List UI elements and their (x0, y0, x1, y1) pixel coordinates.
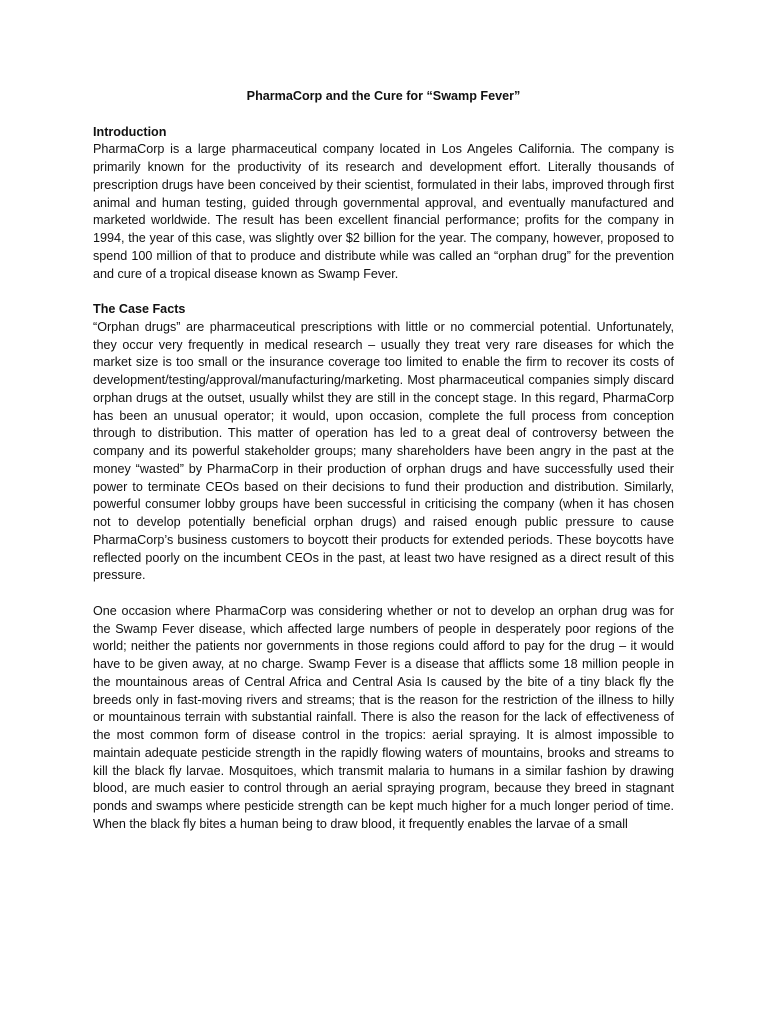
section-heading-case-facts: The Case Facts (93, 302, 186, 316)
paragraph-case-facts-2: One occasion where PharmaCorp was considering whether or not to develop an orphan drug was for the Swamp Fever disease, which affected large numbers of people in desperately poor regions of the world; neither the patients nor governments in those regions could afford to pay for the drug – it would have to be given away, at no charge. Swamp Fever is a disease that afflicts some 18 million people in the mountainous areas of Central Africa and Central Asia Is caused by the bite of a tiny black fly the breeds only in fast-moving rivers and streams; that is the reason for the restriction of the illness to hilly or mountainous terrain with substantial rainfall. There is also the reason for the lack of effectiveness of the most common form of disease control in the tropics: aerial spraying. It is almost impossible to maintain adequate pesticide strength in the rapidly flowing waters of mountains, brooks and streams to kill the black fly larvae. Mosquitoes, which transmit malaria to humans in a similar fashion by drawing blood, are much easier to control through an aerial spraying program, because they breed in stagnant ponds and swamps where pesticide strength can be kept much higher for a much longer period of time. When the black fly bites a human being to draw blood, it frequently enables the larvae of a small (93, 603, 674, 831)
paragraph-spacer (93, 585, 674, 603)
paragraph-spacer (93, 283, 674, 301)
document-page (93, 88, 674, 834)
document-title: PharmaCorp and the Cure for “Swamp Fever” (246, 89, 521, 103)
section-heading-introduction: Introduction (93, 124, 167, 139)
paragraph-introduction: PharmaCorp is a large pharmaceutical company located in Los Angeles California. The company is primarily known for the productivity of its research and development effort. Literally thousands of prescription drugs have been conceived by their scientist, formulated in their labs, improved through first animal and human testing, guided through governmental approval, and eventually manufactured and marketed worldwide. The result has been excellent financial performance; profits for the company in 1994, the year of this case, was slightly over $2 billion for the year. The company, however, proposed to spend 100 million of that to produce and distribute while was called an “orphan drug” for the prevention and cure of a tropical disease known as Swamp Fever. (93, 142, 674, 281)
paragraph-case-facts-1: “Orphan drugs” are pharmaceutical prescriptions with little or no commercial potential. Unfortunately, they occur very frequently in medical research – usually they treat very rare diseases for which the market size is too small or the insurance coverage too limited to enable the firm to recover its costs of development/testing/approval/manufacturing/marketing. Most pharmaceutical companies simply discard orphan drugs at the outset, usually whilst they are still in the concept stage. In this regard, PharmaCorp has been an unusual operator; it would, upon occasion, complete the full process from conception through to distribution. This matter of operation has led to a great deal of controversy between the company and its powerful stakeholder groups; many shareholders have been angry in the past at the money “wasted” by PharmaCorp in their production of orphan drugs and have successfully used their power to terminate CEOs based on their decisions to fund their production and distribution. Similarly, powerful consumer lobby groups have been successful in criticising the company (when it has chosen not to develop potentially beneficial orphan drugs) and raised enough public pressure to cause PharmaCorp’s business customers to boycott their products for extended periods. These boycotts have reflected poorly on the incumbent CEOs in the past, at least two have resigned as a direct result of this pressure. (93, 319, 674, 583)
